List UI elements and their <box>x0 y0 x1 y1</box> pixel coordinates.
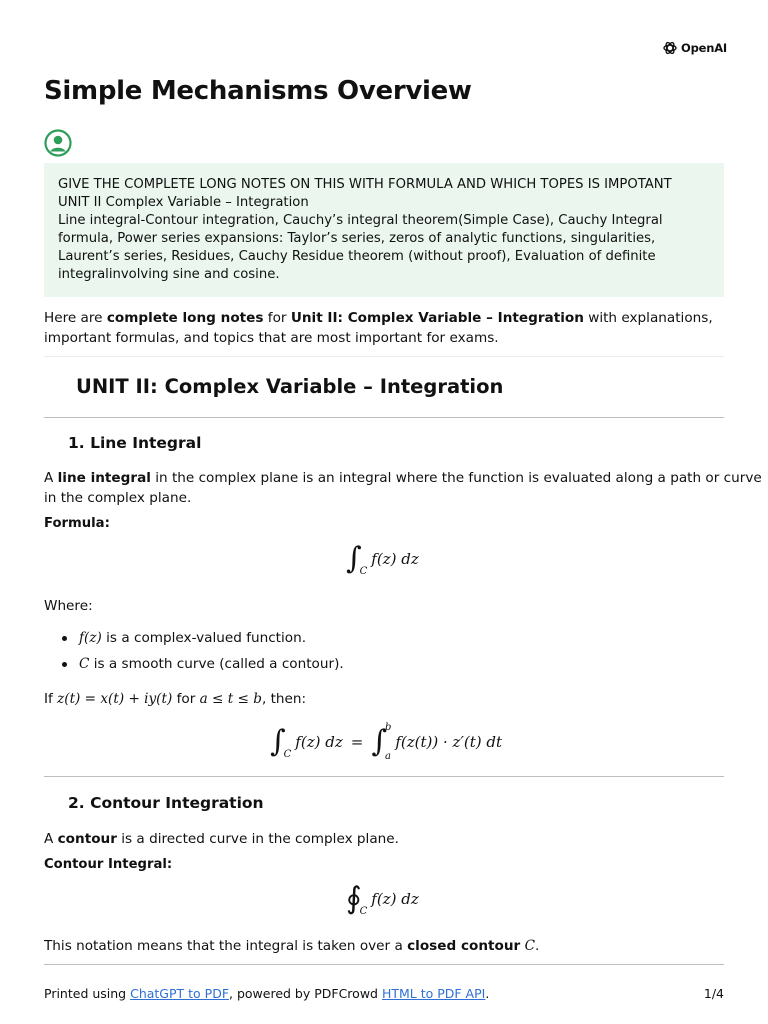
brand-name: OpenAI <box>681 41 727 55</box>
parametrization-sentence <box>44 690 306 710</box>
bullet-text: is a complex-valued function. <box>101 630 307 646</box>
footer-text: . <box>485 986 490 1001</box>
divider <box>44 417 724 418</box>
desc-text: in the complex plane is an integral where the function is evaluated along a path or curve <box>150 470 762 486</box>
formula-label: Formula: <box>44 516 110 531</box>
prompt-line: integralinvolving sine and cosine. <box>58 267 280 282</box>
prompt-line: Line integral-Contour integration, Cauchy’s integral theorem(Simple Case), Cauchy Integral <box>58 213 663 228</box>
definition-list <box>62 625 344 677</box>
chatgpt-to-pdf-link[interactable]: ChatGPT to PDF <box>130 986 230 1001</box>
intro-bold: complete long notes <box>106 310 264 326</box>
openai-logo <box>662 40 727 56</box>
math-inline: C <box>524 938 535 954</box>
intro-text: with explanations, <box>583 310 713 326</box>
footer-text: , powered by PDFCrowd <box>229 986 382 1001</box>
contour-description <box>44 830 399 850</box>
note-text: . <box>534 938 540 954</box>
html-to-pdf-api-link[interactable]: HTML to PDF API <box>381 986 486 1001</box>
page-number: 1/4 <box>703 986 724 1001</box>
intro-text: important formulas, and topics that are most important for exams. <box>44 329 499 346</box>
section-heading-contour-integration: 2. Contour Integration <box>68 794 264 812</box>
note-text: This notation means that the integral is taken over a <box>44 938 408 954</box>
line-integral-formula: ∫ C f(z) dz <box>346 541 419 577</box>
user-prompt <box>44 163 724 297</box>
bullet-text: is a smooth curve (called a contour). <box>89 656 344 672</box>
footer-text: Printed using <box>44 986 131 1001</box>
desc-bold: contour <box>57 831 117 847</box>
contour-integral-formula: ∮ C f(z) dz <box>346 881 419 917</box>
math-inline: f(z) <box>79 630 102 646</box>
desc-text: in the complex plane. <box>44 489 192 506</box>
unit-heading: UNIT II: Complex Variable – Integration <box>76 375 504 398</box>
list-item <box>62 651 344 677</box>
bullet-dot <box>62 636 67 641</box>
prompt-line: UNIT II Complex Variable – Integration <box>58 195 309 210</box>
contour-integral-label: Contour Integral: <box>44 857 173 872</box>
intro-text: for <box>263 310 291 326</box>
bullet-dot <box>62 662 67 667</box>
divider <box>44 964 724 965</box>
desc-text: A <box>44 831 58 847</box>
contour-note <box>44 937 539 957</box>
intro-text: Here are <box>44 310 107 326</box>
prompt-line: formula, Power series expansions: Taylor’s series, zeros of analytic functions, singularities, <box>58 231 656 246</box>
desc-text: A <box>44 470 58 486</box>
divider <box>44 776 724 777</box>
section-heading-line-integral: 1. Line Integral <box>68 434 202 452</box>
line-integral-description <box>44 469 762 508</box>
intro-bold: Unit II: Complex Variable – Integration <box>290 310 584 326</box>
text: for <box>172 691 200 707</box>
text: , then: <box>261 691 307 707</box>
math-inline: C <box>79 656 90 672</box>
user-avatar-icon <box>44 129 72 157</box>
note-bold: closed contour <box>407 938 521 954</box>
where-label: Where: <box>44 598 93 614</box>
text: If <box>44 691 58 707</box>
openai-logo-icon <box>662 40 678 56</box>
math-inline: z(t) = x(t) + iy(t) <box>57 691 173 707</box>
parametrized-integral-formula: ∫ C f(z) dz = ∫ b a f(z(t)) · z′(t) dt <box>270 722 502 762</box>
math-inline: a ≤ t ≤ b <box>199 691 262 707</box>
desc-text: is a directed curve in the complex plane. <box>116 831 399 847</box>
page-footer <box>44 986 724 1001</box>
divider <box>44 356 724 357</box>
intro-paragraph <box>44 309 713 348</box>
footer-credit <box>44 986 489 1001</box>
prompt-line: Laurent’s series, Residues, Cauchy Residue theorem (without proof), Evaluation of definite <box>58 249 656 264</box>
page-title: Simple Mechanisms Overview <box>44 76 472 106</box>
desc-bold: line integral <box>57 470 151 486</box>
prompt-line: GIVE THE COMPLETE LONG NOTES ON THIS WITH FORMULA AND WHICH TOPES IS IMPOTANT <box>58 177 672 192</box>
list-item <box>62 625 344 651</box>
